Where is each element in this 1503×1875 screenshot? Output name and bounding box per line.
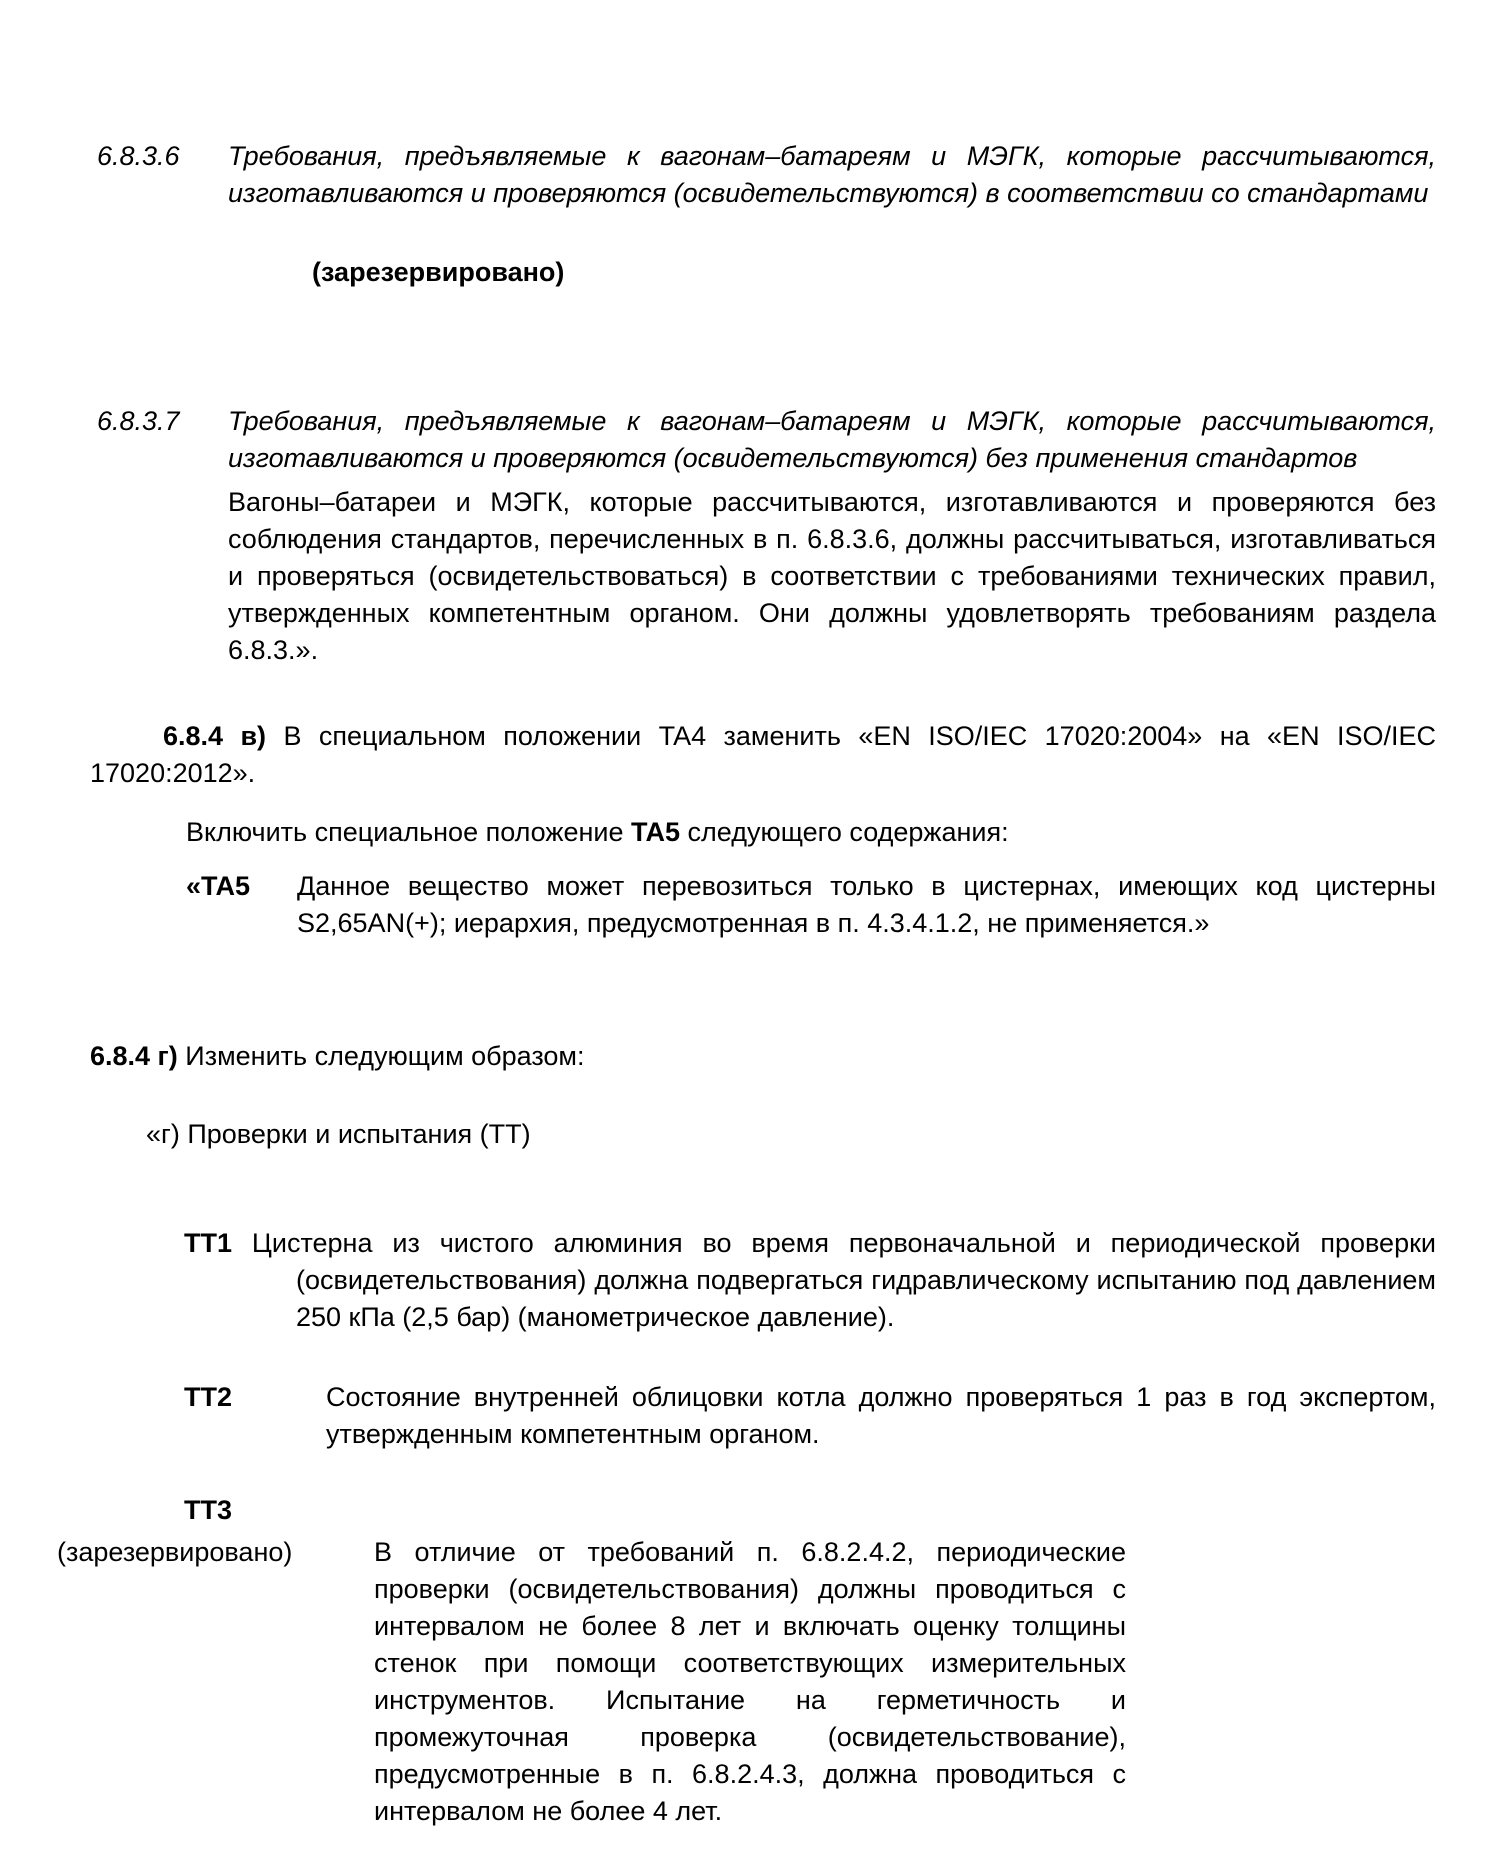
section-heading-6837: Требования, предъявляемые к вагонам–батареям и МЭГК, которые рассчитываются, изготавливаются и проверяются (освидетельствуются) без применения стандартов bbox=[228, 406, 1436, 473]
tt3-text: В отличие от требований п. 6.8.2.4.2, периодические проверки (освидетельствования) должны проводиться с интервалом не более 8 лет и включать оценку толщины стенок при помощи соответствующих измерительных инструментов. Испытание на герметичность и промежуточная проверка (освидетельствование), предусмотренные в п. 6.8.2.4.3, должна проводиться с интервалом не более 4 лет. bbox=[374, 1537, 1126, 1826]
tt2-text: Состояние внутренней облицовки котла должно проверяться 1 раз в год экспертом, утвержденным компетентным органом. bbox=[326, 1382, 1436, 1449]
include-post: следующего содержания: bbox=[680, 817, 1009, 847]
section-number-6836: 6.8.3.6 bbox=[97, 141, 180, 171]
tt1-spacer bbox=[232, 1228, 252, 1258]
section-heading-6836: Требования, предъявляемые к вагонам–батареям и МЭГК, которые рассчитываются, изготавливаются и проверяются (освидетельствуются) в соответствии со стандартами bbox=[228, 141, 1436, 208]
amendment-ref-684v: 6.8.4 в) bbox=[163, 721, 267, 751]
subheading-inspections: «г) Проверки и испытания (TT) bbox=[146, 1119, 531, 1149]
amendment-ref-684g: 6.8.4 г) bbox=[90, 1041, 178, 1071]
amendment-text-684g: Изменить следующим образом: bbox=[177, 1041, 585, 1071]
tt1-paragraph bbox=[184, 1225, 1436, 1336]
ta5-label: «TA5 bbox=[186, 871, 251, 901]
section-body-6837: Вагоны–батареи и МЭГК, которые рассчитываются, изготавливаются и проверяются без соблюдения стандартов, перечисленных в п. 6.8.3.6, должны рассчитываться, изготавливаться и проверяться (освидетельствоваться) в соответствии с требованиями технических правил, утвержденных компетентным органом. Они должны удовлетворять требованиям раздела 6.8.3.». bbox=[228, 487, 1436, 665]
tt2-label: TT2 bbox=[184, 1382, 233, 1412]
include-provision-line bbox=[186, 814, 1009, 851]
tt1-text: Цистерна из чистого алюминия во время первоначальной и периодической проверки (освидетельствования) должна подвергаться гидравлическому испытанию под давлением 250 кПа (2,5 бар) (манометрическое давление). bbox=[251, 1228, 1436, 1332]
amendment-684g bbox=[90, 1038, 585, 1075]
tt3-reserved: (зарезервировано) bbox=[57, 1537, 293, 1567]
tt1-label: TT1 bbox=[184, 1228, 233, 1258]
tt3-label: TT3 bbox=[184, 1495, 233, 1525]
include-code: TA5 bbox=[631, 817, 681, 847]
reserved-label-6836: (зарезервировано) bbox=[312, 257, 565, 287]
include-pre: Включить специальное положение bbox=[186, 817, 631, 847]
amendment-684v bbox=[90, 718, 1436, 792]
section-number-6837: 6.8.3.7 bbox=[97, 406, 180, 436]
amendment-text-684v: В специальном положении TA4 заменить «EN ISO/IEC 17020:2004» на «EN ISO/IEC 17020:2012». bbox=[90, 721, 1436, 788]
ta5-text: Данное вещество может перевозиться только в цистернах, имеющих код цистерны S2,65AN(+); иерархия, предусмотренная в п. 4.3.4.1.2, не применяется.» bbox=[297, 871, 1436, 938]
